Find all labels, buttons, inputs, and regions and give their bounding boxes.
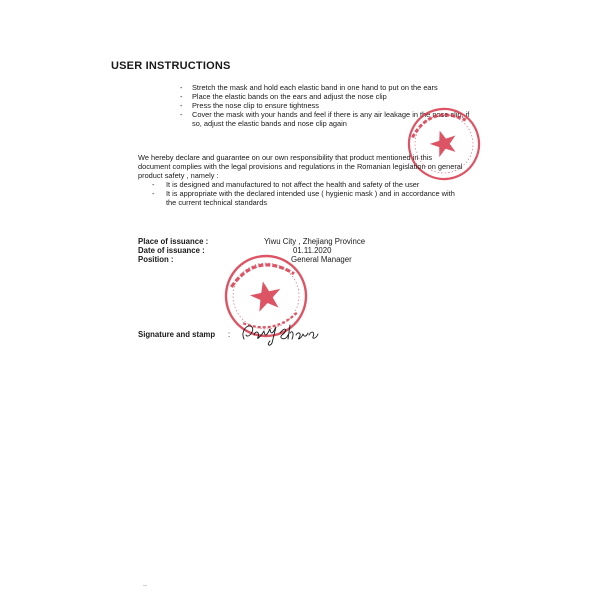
declaration-bullet <box>152 180 463 189</box>
declaration-block <box>138 153 463 207</box>
declaration-bullet-text: It is appropriate with the declared intended use ( hygienic mask ) and in accordance with the current technical standards <box>166 189 455 207</box>
declaration-text: We hereby declare and guarantee on our own responsibility that product mentioned in this document complies with the legal provisions and regulations in the Romanian legislation on general product safety , namely : <box>138 153 463 180</box>
dash-marker: - <box>180 92 183 101</box>
declaration-bullet <box>152 189 463 207</box>
instruction-text: Press the nose clip to ensure tightness <box>192 101 319 110</box>
page-speck <box>143 585 147 586</box>
declaration-bullet-text: It is designed and manufactured to not affect the health and safety of the user <box>166 180 420 189</box>
instruction-item <box>180 83 480 92</box>
place-of-issuance-label: Place of issuance : <box>138 237 209 246</box>
place-of-issuance-value: Yiwu City , Zhejiang Province <box>264 237 366 246</box>
date-of-issuance-label: Date of issuance : <box>138 246 205 255</box>
dash-marker: - <box>152 180 155 189</box>
signature-label: Signature and stamp <box>138 330 216 339</box>
handwritten-signature <box>238 313 320 349</box>
instruction-item <box>180 92 480 101</box>
instruction-text: Cover the mask with your hands and feel if there is any air leakage in the nose clip, if so, adjust the elastic bands and nose clip again <box>192 110 470 128</box>
instruction-text: Stretch the mask and hold each elastic band in one hand to put on the ears <box>192 83 438 92</box>
dash-marker: - <box>152 189 155 198</box>
position-label: Position : <box>138 255 174 264</box>
position-value: General Manager <box>291 255 352 264</box>
dash-marker: - <box>180 83 183 92</box>
user-instructions-heading: USER INSTRUCTIONS <box>111 60 231 72</box>
signature-colon: : <box>228 330 231 339</box>
instruction-text: Place the elastic bands on the ears and adjust the nose clip <box>192 92 387 101</box>
dash-marker: - <box>180 101 183 110</box>
dash-marker: - <box>180 110 183 119</box>
date-of-issuance-value: 01.11.2020 <box>293 246 332 255</box>
